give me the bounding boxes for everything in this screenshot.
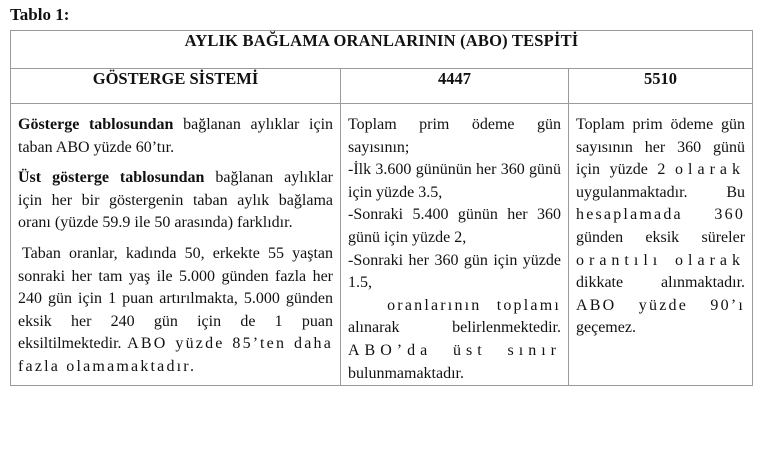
text-4447-line-5a: oranlarının toplamı <box>387 296 561 314</box>
text-4447 <box>348 114 561 385</box>
text-5510-part-3: uygulanmaktadır. Bu <box>576 183 746 201</box>
text-4447-line-4: -Sonraki her 360 gün için yüzde 1.5, <box>348 251 561 292</box>
gosterge-bold-2: Üst gösterge tablosundan <box>18 169 205 187</box>
text-5510-part-8: ABO yüzde 90’ı <box>576 296 746 314</box>
gosterge-text-1: bağlanan aylıklar için taban ABO yüzde 60’tır. <box>18 116 334 156</box>
header-5510: 5510 <box>569 69 753 104</box>
text-5510-part-6: orantılı olarak <box>576 251 746 269</box>
header-4447: 4447 <box>341 69 569 104</box>
cell-5510 <box>569 104 753 386</box>
text-5510-part-4: hesaplamada 360 <box>576 206 746 224</box>
text-4447-line-1: Toplam prim ödeme gün sayısının; <box>348 116 561 156</box>
text-5510-part-9: geçemez. <box>576 319 636 337</box>
text-4447-line-5b: alınarak belirlenmektedir. <box>348 319 561 337</box>
text-4447-line-2: -İlk 3.600 gününün her 360 günü için yüzde 3.5, <box>348 161 561 201</box>
table-caption: Tablo 1: <box>10 5 70 24</box>
gosterge-text-2: bağlanan aylıklar için her bir göstergenin taban aylık bağlama oranı (yüzde 59.9 ile 50 arasında) farklıdır. <box>18 169 333 232</box>
text-5510-part-7: dikkate alınmaktadır. <box>576 274 746 292</box>
gosterge-paragraph-2 <box>18 167 333 235</box>
text-5510-part-1: Toplam prim ödeme gün sayısının her 360 günü için yüzde 2 <box>576 116 746 179</box>
text-4447-line-3: -Sonraki 5.400 günün her 360 günü için yüzde 2, <box>348 206 561 246</box>
gosterge-limit-text: ABO yüzde 85’ten daha fazla olamamaktadır. <box>18 335 333 375</box>
table-title: AYLIK BAĞLAMA ORANLARININ (ABO) TESPİTİ <box>11 31 753 69</box>
text-5510-part-5: günden eksik süreler <box>576 228 746 246</box>
text-5510 <box>576 114 745 340</box>
gosterge-paragraph-1 <box>18 114 333 159</box>
text-4447-line-5d: bulunmamaktadır. <box>348 364 464 382</box>
text-4447-line-5c: ABO’da üst sınır <box>348 341 561 359</box>
gosterge-bold-1: Gösterge tablosundan <box>18 116 174 133</box>
cell-4447 <box>341 104 569 386</box>
abo-table <box>10 30 753 386</box>
cell-gosterge-sistemi <box>11 104 341 386</box>
header-gosterge-sistemi: GÖSTERGE SİSTEMİ <box>11 69 341 104</box>
gosterge-paragraph-3 <box>18 243 333 379</box>
text-5510-part-2: olarak <box>675 161 746 179</box>
gosterge-text-3: Taban oranlar, kadında 50, erkekte 55 yaştan sonraki her tam yaş ile 5.000 günden fazla her 240 gün için 1 puan artırılmakta, 5.000 günden eksik her 240 gün için de 1 puan eksiltilmektedir. <box>18 244 333 353</box>
